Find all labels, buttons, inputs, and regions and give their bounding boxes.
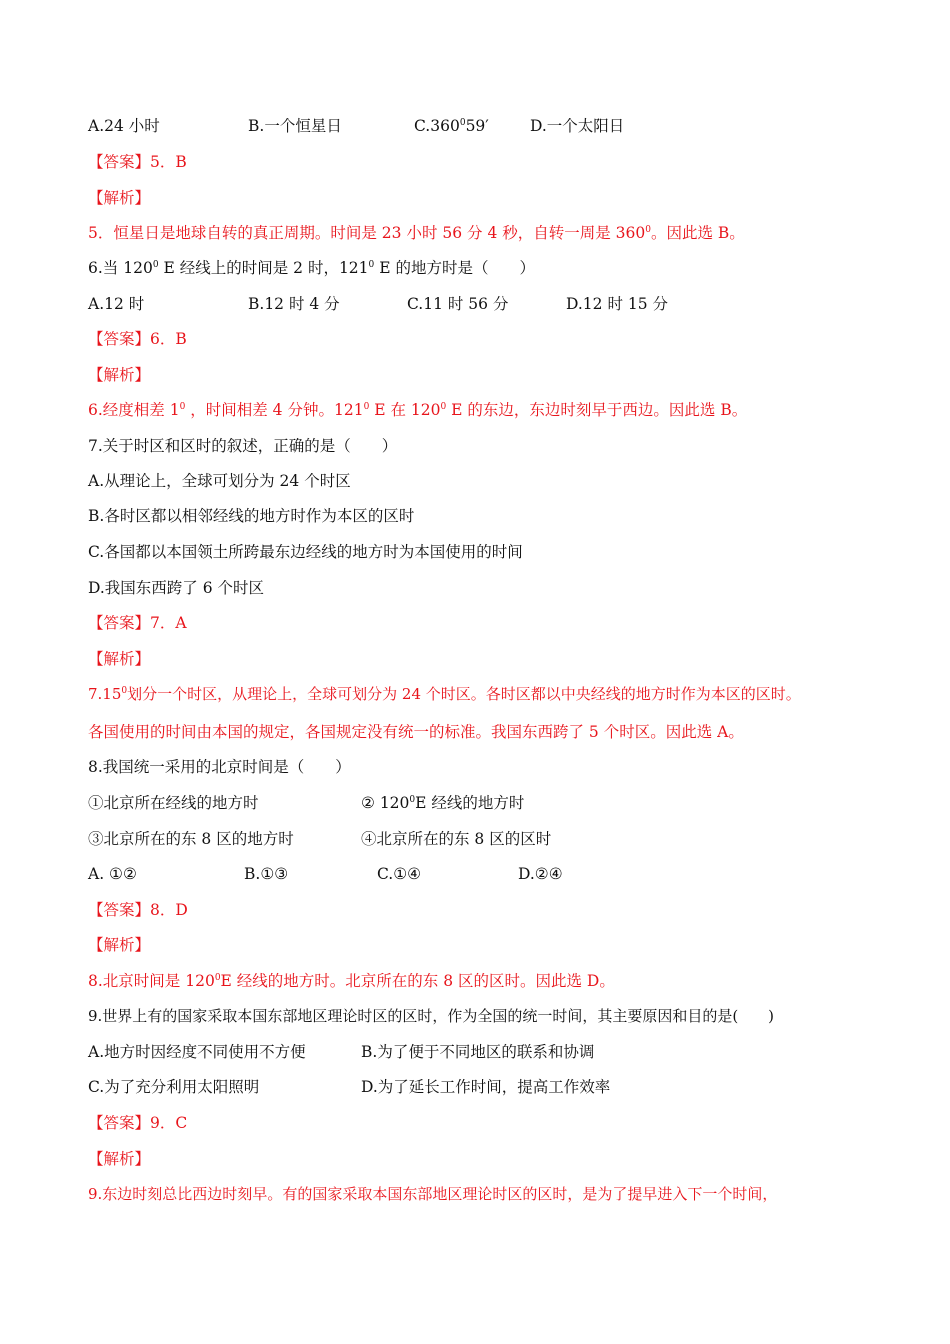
q5-analysis-label: 【解析】 (88, 189, 151, 207)
q7-option-b: B.各时区都以相邻经线的地方时作为本区的区时 (88, 507, 415, 525)
q7-explanation-line2: 各国使用的时间由本国的规定，各国规定没有统一的标准。我国东西跨了 5 个时区。因此选 A。 (88, 723, 744, 741)
q6-explanation: 6.经度相差 $1^0$ ，时间相差 4 分钟。$121^0$ E 在 $120^0$ E 的东边，东边时刻早于西边。因此选 B。 (88, 401, 748, 419)
q6-answer: 【答案】6．B (88, 330, 187, 348)
q7-stem: 7.关于时区和区时的叙述，正确的是（ ） (88, 437, 398, 455)
q7-option-d: D.我国东西跨了 6 个时区 (88, 579, 265, 597)
q9-option-c: C.为了充分利用太阳照明 (88, 1078, 260, 1096)
q9-option-d: D.为了延长工作时间，提高工作效率 (361, 1078, 611, 1096)
q8-stem: 8.我国统一采用的北京时间是（ ） (88, 758, 351, 776)
q9-stem: 9.世界上有的国家采取本国东部地区理论时区的区时，作为全国的统一时间，其主要原因和目的是( ) (88, 1007, 775, 1025)
q8-item-1: ①北京所在经线的地方时 (88, 794, 259, 812)
q6-option-d: D.12 时 15 分 (566, 295, 669, 313)
q5-explanation: 5．恒星日是地球自转的真正周期。时间是 23 小时 56 分 4 秒，自转一周是 $360^0$。因此选 B。 (88, 224, 745, 242)
q6-option-a: A.12 时 (88, 295, 145, 313)
q5-option-c: C.360$^0$59′ (414, 117, 489, 135)
q5-option-a: A.24 小时 (88, 117, 160, 135)
q5-option-d: D.一个太阳日 (530, 117, 625, 135)
q7-option-a: A.从理论上，全球可划分为 24 个时区 (88, 472, 351, 490)
q6-option-b: B.12 时 4 分 (248, 295, 340, 313)
q8-option-a: A. ①② (88, 865, 137, 883)
q9-option-b: B.为了便于不同地区的联系和协调 (361, 1043, 595, 1061)
q8-item-3: ③北京所在的东 8 区的地方时 (88, 830, 294, 848)
q9-analysis-label: 【解析】 (88, 1150, 151, 1168)
q9-explanation: 9.东边时刻总比西边时刻早。有的国家采取本国东部地区理论时区的区时，是为了提早进入下一个时间， (88, 1185, 778, 1203)
q8-item-4: ④北京所在的东 8 区的区时 (361, 830, 552, 848)
q6-option-c: C.11 时 56 分 (407, 295, 509, 313)
q8-option-b: B.①③ (244, 865, 289, 883)
q5-option-b: B.一个恒星日 (248, 117, 342, 135)
q8-answer: 【答案】8．D (88, 901, 188, 919)
q9-option-a: A.地方时因经度不同使用不方便 (88, 1043, 306, 1061)
q9-answer: 【答案】9．C (88, 1114, 188, 1132)
q5-answer: 【答案】5．B (88, 153, 187, 171)
q8-option-c: C.①④ (377, 865, 422, 883)
q8-analysis-label: 【解析】 (88, 936, 151, 954)
q7-analysis-label: 【解析】 (88, 650, 151, 668)
q8-item-2: ② $120^0E$ 经线的地方时 (361, 794, 525, 812)
q6-analysis-label: 【解析】 (88, 366, 151, 384)
q8-explanation: 8.北京时间是 $120^0E$ 经线的地方时。北京所在的东 8 区的区时。因此选 D。 (88, 972, 615, 990)
q7-explanation-line1: 7.15$^0$划分一个时区，从理论上，全球可划分为 24 个时区。各时区都以中央经线的地方时作为本区的区时。 (88, 685, 801, 703)
q6-stem: 6.当 $120^0$ E 经线上的时间是 2 时，$121^0$ E 的地方时是（ ） (88, 259, 535, 277)
q8-option-d: D.②④ (518, 865, 563, 883)
q7-answer: 【答案】7．A (88, 614, 187, 632)
q7-option-c: C.各国都以本国领土所跨最东边经线的地方时为本国使用的时间 (88, 543, 523, 561)
